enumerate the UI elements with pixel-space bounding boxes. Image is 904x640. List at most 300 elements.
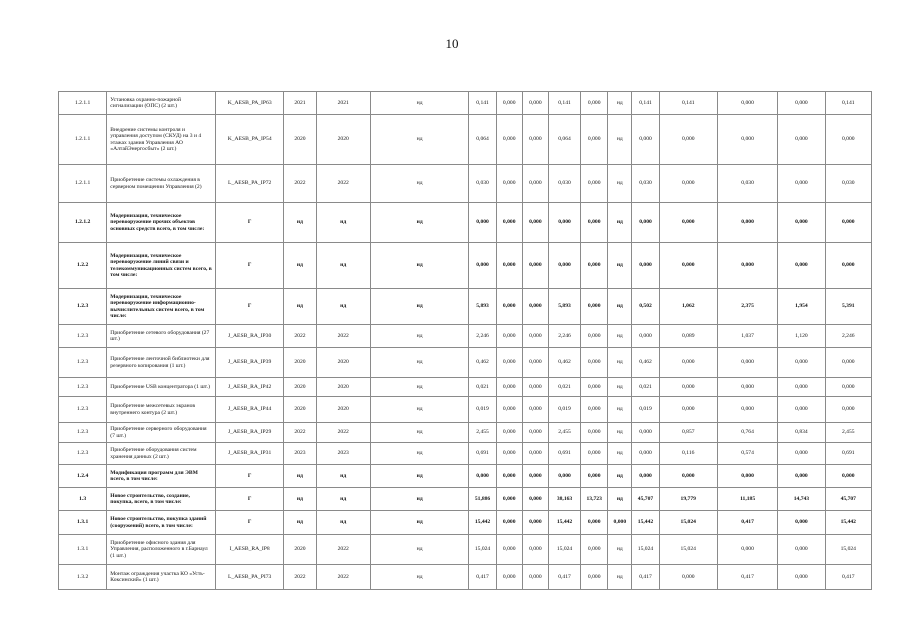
cell-value: 0,030 — [825, 165, 871, 203]
cell-value: 0,691 — [825, 443, 871, 465]
cell-status: нд — [370, 465, 469, 488]
cell-value: 15,024 — [548, 535, 580, 565]
cell-value: 0,000 — [522, 465, 548, 488]
cell-value: 0,000 — [778, 565, 825, 590]
cell-value: 0,000 — [496, 115, 522, 165]
cell-value: 5,893 — [469, 289, 496, 325]
cell-year-start: нд — [284, 203, 316, 243]
cell-year-end: нд — [316, 488, 370, 511]
cell-year-end: 2020 — [316, 378, 370, 397]
cell-value: 15,024 — [825, 535, 871, 565]
cell-value: 0,000 — [778, 443, 825, 465]
cell-value: 0,000 — [522, 203, 548, 243]
cell-year-start: 2022 — [284, 565, 316, 590]
cell-year-end: нд — [316, 465, 370, 488]
cell-code: 1.2.3 — [59, 378, 107, 397]
table-row — [59, 535, 872, 565]
cell-value: 0,000 — [581, 289, 608, 325]
cell-code: 1.2.3 — [59, 289, 107, 325]
cell-code: 1.3.2 — [59, 565, 107, 590]
cell-code: 1.2.3 — [59, 397, 107, 423]
cell-status: нд — [370, 443, 469, 465]
cell-id: Г — [215, 511, 283, 535]
cell-value: 0,030 — [469, 165, 496, 203]
cell-code: 1.2.3 — [59, 423, 107, 443]
cell-code: 1.2.1.1 — [59, 92, 107, 115]
cell-id: K_AESB_PA_IP63 — [215, 92, 283, 115]
cell-name: Внедрение системы контроля и управления доступом (СКУД) на 3 и 4 этажах здания Управления АО «АлтайЭнергосбыт» (2 шт.) — [107, 115, 216, 165]
cell-value: 0,000 — [496, 243, 522, 289]
cell-status: нд — [370, 325, 469, 348]
cell-value: 0,000 — [632, 325, 659, 348]
cell-year-start: нд — [284, 511, 316, 535]
cell-name: Приобретение оборудования систем хранения данных (2 шт.) — [107, 443, 216, 465]
cell-name: Приобретение серверного оборудования (7 шт.) — [107, 423, 216, 443]
cell-value: 0,064 — [548, 115, 580, 165]
cell-value: 0,000 — [659, 243, 717, 289]
cell-value: 0,000 — [778, 203, 825, 243]
cell-value: 45,707 — [825, 488, 871, 511]
cell-code: 1.2.3 — [59, 443, 107, 465]
cell-year-end: 2022 — [316, 423, 370, 443]
cell-name: Приобретение системы охлаждения в серверном помещении Управления (2) — [107, 165, 216, 203]
cell-name: Модификация программ для ЭВМ всего, в том числе: — [107, 465, 216, 488]
cell-value: 38,163 — [548, 488, 580, 511]
cell-id: L_AESB_PA_IP72 — [215, 165, 283, 203]
table-row — [59, 465, 872, 488]
cell-id: J_AESB_RA_IP29 — [215, 423, 283, 443]
cell-value: 0,000 — [496, 348, 522, 378]
cell-id: Г — [215, 203, 283, 243]
cell-name: Приобретение USB концентратора (1 шт.) — [107, 378, 216, 397]
cell-value: 0,000 — [581, 348, 608, 378]
table-row — [59, 115, 872, 165]
table-row — [59, 443, 872, 465]
cell-code: 1.2.1.1 — [59, 165, 107, 203]
cell-value: 0,000 — [522, 289, 548, 325]
cell-value: 0,141 — [469, 92, 496, 115]
cell-value: 0,000 — [469, 465, 496, 488]
cell-value: 0,000 — [496, 397, 522, 423]
cell-value: 0,000 — [632, 443, 659, 465]
cell-value: 0,417 — [469, 565, 496, 590]
cell-value: 0,000 — [778, 465, 825, 488]
cell-value: 0,691 — [469, 443, 496, 465]
cell-value: 0,574 — [717, 443, 777, 465]
cell-value: 0,000 — [496, 165, 522, 203]
cell-status: нд — [370, 243, 469, 289]
cell-value: 0,000 — [522, 243, 548, 289]
cell-id: J_AESB_RA_IP39 — [215, 348, 283, 378]
cell-code: 1.2.3 — [59, 325, 107, 348]
cell-value: 2,455 — [825, 423, 871, 443]
cell-status: нд — [370, 535, 469, 565]
cell-value: 0,000 — [778, 115, 825, 165]
cell-value: 2,455 — [469, 423, 496, 443]
cell-value: 15,024 — [632, 535, 659, 565]
cell-value: 0,000 — [522, 115, 548, 165]
cell-value: 0,000 — [522, 488, 548, 511]
cell-value: 0,000 — [548, 465, 580, 488]
cell-value: 0,000 — [659, 397, 717, 423]
cell-value: 0,000 — [522, 325, 548, 348]
cell-status: нд — [608, 325, 632, 348]
table-row — [59, 165, 872, 203]
cell-value: 19,779 — [659, 488, 717, 511]
cell-name: Приобретение ленточной библиотеки для резервного копирования (1 шт.) — [107, 348, 216, 378]
table-row — [59, 565, 872, 590]
cell-status: нд — [608, 348, 632, 378]
cell-value: 2,375 — [717, 289, 777, 325]
cell-value: 0,000 — [659, 565, 717, 590]
cell-value: 0,000 — [496, 92, 522, 115]
cell-value: 0,000 — [496, 289, 522, 325]
cell-value: 0,000 — [778, 92, 825, 115]
cell-status: нд — [608, 115, 632, 165]
cell-name: Модернизация, техническое перевооружение линий связи и телекоммуникационных систем всего, в том числе: — [107, 243, 216, 289]
cell-id: J_AESB_RA_IP30 — [215, 325, 283, 348]
cell-value: 0,000 — [717, 243, 777, 289]
cell-code: 1.2.3 — [59, 348, 107, 378]
cell-value: 0,030 — [632, 165, 659, 203]
cell-value: 0,000 — [659, 115, 717, 165]
cell-status: нд — [608, 465, 632, 488]
cell-code: 1.3 — [59, 488, 107, 511]
cell-year-end: 2020 — [316, 115, 370, 165]
cell-value: 0,000 — [522, 511, 548, 535]
cell-status: нд — [608, 378, 632, 397]
cell-value: 0,000 — [522, 378, 548, 397]
cell-value: 0,000 — [778, 378, 825, 397]
cell-name: Новое строительство, покупка зданий (сооружений) всего, в том числе: — [107, 511, 216, 535]
cell-value: 0,000 — [632, 423, 659, 443]
cell-value: 0,000 — [469, 203, 496, 243]
cell-value: 0,064 — [469, 115, 496, 165]
cell-status: нд — [608, 203, 632, 243]
cell-value: 1,062 — [659, 289, 717, 325]
cell-value: 2,246 — [825, 325, 871, 348]
cell-id: J_AESB_RA_IP44 — [215, 397, 283, 423]
cell-value: 0,000 — [825, 465, 871, 488]
cell-value: 0,000 — [522, 92, 548, 115]
cell-value: 0,000 — [632, 465, 659, 488]
cell-value: 0,000 — [522, 165, 548, 203]
cell-value: 0,000 — [496, 325, 522, 348]
cell-value: 0,834 — [778, 423, 825, 443]
cell-value: 0,000 — [581, 465, 608, 488]
cell-status: нд — [608, 535, 632, 565]
cell-name: Монтаж ограждения участка КО «Усть-Коксинский» (1 шт.) — [107, 565, 216, 590]
cell-value: 0,417 — [632, 565, 659, 590]
cell-code: 1.3.1 — [59, 535, 107, 565]
cell-status: нд — [370, 488, 469, 511]
cell-name: Приобретение сетевого оборудования (27 шт.) — [107, 325, 216, 348]
cell-value: 0,000 — [825, 348, 871, 378]
cell-value: 0,000 — [496, 488, 522, 511]
table-row — [59, 423, 872, 443]
page-number: 10 — [445, 36, 459, 51]
cell-id: J_AESB_RA_IP42 — [215, 378, 283, 397]
cell-value: 0,000 — [496, 535, 522, 565]
cell-value: 2,246 — [469, 325, 496, 348]
cell-year-end: нд — [316, 203, 370, 243]
cell-value: 0,462 — [469, 348, 496, 378]
cell-value: 0,000 — [496, 203, 522, 243]
cell-value: 0,000 — [825, 397, 871, 423]
cell-value: 0,000 — [548, 243, 580, 289]
cell-value: 15,442 — [632, 511, 659, 535]
cell-year-end: 2020 — [316, 397, 370, 423]
cell-value: 0,000 — [825, 115, 871, 165]
cell-value: 51,886 — [469, 488, 496, 511]
table-row — [59, 511, 872, 535]
cell-value: 0,021 — [548, 378, 580, 397]
cell-status: нд — [370, 378, 469, 397]
cell-year-end: нд — [316, 243, 370, 289]
cell-year-start: 2020 — [284, 397, 316, 423]
cell-value: 2,246 — [548, 325, 580, 348]
cell-value: 0,000 — [659, 465, 717, 488]
cell-id: J_AESB_RA_IP31 — [215, 443, 283, 465]
cell-status: нд — [370, 92, 469, 115]
cell-value: 0,000 — [522, 348, 548, 378]
cell-value: 0,019 — [548, 397, 580, 423]
cell-year-end: 2022 — [316, 535, 370, 565]
cell-code: 1.2.2 — [59, 243, 107, 289]
cell-value: 0,000 — [522, 535, 548, 565]
cell-year-end: 2022 — [316, 565, 370, 590]
table-row — [59, 325, 872, 348]
investment-program-table — [58, 91, 872, 590]
cell-value: 0,000 — [717, 348, 777, 378]
cell-year-end: нд — [316, 511, 370, 535]
cell-value: 15,442 — [825, 511, 871, 535]
cell-status: нд — [608, 243, 632, 289]
table-row — [59, 397, 872, 423]
cell-name: Модернизация, техническое перевооружение информационно-вычислительных систем всего, в том числе: — [107, 289, 216, 325]
cell-value: 0,089 — [659, 325, 717, 348]
cell-value: 14,743 — [778, 488, 825, 511]
cell-value: 0,000 — [825, 378, 871, 397]
cell-value: 0,417 — [825, 565, 871, 590]
cell-status: нд — [370, 203, 469, 243]
cell-code: 1.2.1.1 — [59, 115, 107, 165]
cell-value: 0,030 — [548, 165, 580, 203]
cell-year-start: нд — [284, 243, 316, 289]
cell-year-end: нд — [316, 289, 370, 325]
cell-name: Установка охранно-пожарной сигнализации (ОПС) (2 шт.) — [107, 92, 216, 115]
cell-value: 0,000 — [717, 115, 777, 165]
cell-value: 0,000 — [581, 423, 608, 443]
cell-value: 0,000 — [496, 443, 522, 465]
cell-value: 0,000 — [522, 397, 548, 423]
cell-value: 45,707 — [632, 488, 659, 511]
cell-status: нд — [370, 511, 469, 535]
cell-status: нд — [370, 348, 469, 378]
cell-year-end: 2020 — [316, 348, 370, 378]
cell-value: 0,000 — [717, 465, 777, 488]
cell-code: 1.2.4 — [59, 465, 107, 488]
cell-value: 0,000 — [581, 511, 608, 535]
cell-status: нд — [608, 165, 632, 203]
cell-value: 5,391 — [825, 289, 871, 325]
table-row — [59, 348, 872, 378]
cell-year-start: 2020 — [284, 535, 316, 565]
cell-year-end: 2022 — [316, 165, 370, 203]
cell-value: 0,000 — [496, 511, 522, 535]
cell-status: нд — [608, 488, 632, 511]
cell-year-start: нд — [284, 488, 316, 511]
cell-year-start: 2022 — [284, 165, 316, 203]
cell-id: Г — [215, 243, 283, 289]
table-row — [59, 488, 872, 511]
cell-status: нд — [370, 423, 469, 443]
cell-value: 15,442 — [548, 511, 580, 535]
cell-value: 0,000 — [581, 243, 608, 289]
cell-value: 0,000 — [717, 378, 777, 397]
cell-status: 0,000 — [608, 511, 632, 535]
table-row — [59, 289, 872, 325]
cell-value: 0,000 — [581, 203, 608, 243]
cell-year-end: 2022 — [316, 325, 370, 348]
table-row — [59, 203, 872, 243]
cell-value: 0,691 — [548, 443, 580, 465]
cell-name: Новое строительство, создание, покупка, всего, в том числе: — [107, 488, 216, 511]
cell-value: 0,000 — [496, 465, 522, 488]
cell-status: нд — [608, 92, 632, 115]
cell-value: 15,024 — [469, 535, 496, 565]
table-row — [59, 378, 872, 397]
cell-value: 0,000 — [632, 115, 659, 165]
cell-year-start: 2020 — [284, 378, 316, 397]
cell-value: 0,000 — [581, 535, 608, 565]
cell-value: 13,723 — [581, 488, 608, 511]
cell-value: 15,024 — [659, 511, 717, 535]
cell-value: 0,857 — [659, 423, 717, 443]
cell-value: 15,442 — [469, 511, 496, 535]
cell-value: 0,000 — [778, 348, 825, 378]
cell-value: 0,000 — [581, 165, 608, 203]
cell-id: L_AESB_PA_PI73 — [215, 565, 283, 590]
cell-value: 0,000 — [581, 325, 608, 348]
cell-name: Приобретение офисного здания для Управления, расположенного в г.Барнаул (1 шт.) — [107, 535, 216, 565]
cell-id: Г — [215, 289, 283, 325]
cell-status: нд — [608, 397, 632, 423]
cell-status: нд — [608, 289, 632, 325]
cell-id: K_AESB_PA_IP54 — [215, 115, 283, 165]
cell-value: 15,024 — [659, 535, 717, 565]
cell-value: 0,000 — [496, 565, 522, 590]
table-row — [59, 243, 872, 289]
cell-status: нд — [608, 423, 632, 443]
cell-value: 0,417 — [717, 565, 777, 590]
cell-value: 0,000 — [522, 565, 548, 590]
cell-value: 0,000 — [581, 92, 608, 115]
cell-value: 0,141 — [825, 92, 871, 115]
cell-value: 0,000 — [717, 92, 777, 115]
cell-name: Приобретение межсетевых экранов внутреннего контура (2 шт.) — [107, 397, 216, 423]
table-body — [59, 92, 872, 590]
cell-year-start: 2021 — [284, 92, 316, 115]
cell-year-start: 2020 — [284, 115, 316, 165]
cell-code: 1.2.1.2 — [59, 203, 107, 243]
cell-value: 0,019 — [632, 397, 659, 423]
cell-year-start: 2022 — [284, 423, 316, 443]
cell-year-end: 2021 — [316, 92, 370, 115]
cell-value: 5,893 — [548, 289, 580, 325]
cell-value: 0,417 — [548, 565, 580, 590]
cell-value: 0,417 — [717, 511, 777, 535]
cell-value: 0,764 — [717, 423, 777, 443]
cell-value: 0,000 — [778, 511, 825, 535]
cell-value: 0,502 — [632, 289, 659, 325]
cell-value: 0,141 — [632, 92, 659, 115]
cell-value: 0,462 — [548, 348, 580, 378]
cell-value: 0,000 — [632, 243, 659, 289]
cell-value: 0,000 — [581, 397, 608, 423]
cell-value: 0,000 — [469, 243, 496, 289]
cell-value: 0,000 — [522, 443, 548, 465]
cell-status: нд — [608, 565, 632, 590]
cell-id: I_AESB_RA_IP8 — [215, 535, 283, 565]
cell-value: 0,000 — [496, 378, 522, 397]
cell-value: 0,000 — [632, 203, 659, 243]
cell-year-start: 2023 — [284, 443, 316, 465]
cell-status: нд — [370, 115, 469, 165]
cell-value: 0,000 — [825, 203, 871, 243]
cell-value: 0,000 — [659, 378, 717, 397]
cell-value: 0,000 — [778, 535, 825, 565]
cell-value: 0,116 — [659, 443, 717, 465]
cell-value: 0,019 — [469, 397, 496, 423]
cell-status: нд — [370, 165, 469, 203]
cell-value: 0,021 — [469, 378, 496, 397]
cell-code: 1.3.1 — [59, 511, 107, 535]
cell-year-start: 2020 — [284, 348, 316, 378]
cell-value: 0,000 — [778, 243, 825, 289]
cell-year-start: 2022 — [284, 325, 316, 348]
cell-value: 0,030 — [717, 165, 777, 203]
cell-value: 0,000 — [496, 423, 522, 443]
cell-value: 0,000 — [581, 443, 608, 465]
cell-value: 0,000 — [581, 565, 608, 590]
cell-year-end: 2023 — [316, 443, 370, 465]
cell-value: 0,000 — [548, 203, 580, 243]
cell-value: 0,000 — [659, 165, 717, 203]
cell-value: 0,021 — [632, 378, 659, 397]
cell-value: 0,000 — [659, 348, 717, 378]
cell-value: 0,000 — [717, 203, 777, 243]
cell-value: 11,185 — [717, 488, 777, 511]
cell-id: Г — [215, 465, 283, 488]
cell-year-start: нд — [284, 465, 316, 488]
table-row — [59, 92, 872, 115]
cell-year-start: нд — [284, 289, 316, 325]
cell-value: 1,954 — [778, 289, 825, 325]
cell-id: Г — [215, 488, 283, 511]
cell-value: 0,000 — [581, 115, 608, 165]
cell-value: 0,000 — [778, 397, 825, 423]
cell-value: 0,141 — [659, 92, 717, 115]
cell-value: 0,000 — [717, 535, 777, 565]
cell-value: 1,037 — [717, 325, 777, 348]
cell-status: нд — [370, 289, 469, 325]
cell-status: нд — [370, 397, 469, 423]
cell-value: 0,000 — [581, 378, 608, 397]
cell-value: 0,141 — [548, 92, 580, 115]
cell-value: 0,462 — [632, 348, 659, 378]
cell-status: нд — [370, 565, 469, 590]
